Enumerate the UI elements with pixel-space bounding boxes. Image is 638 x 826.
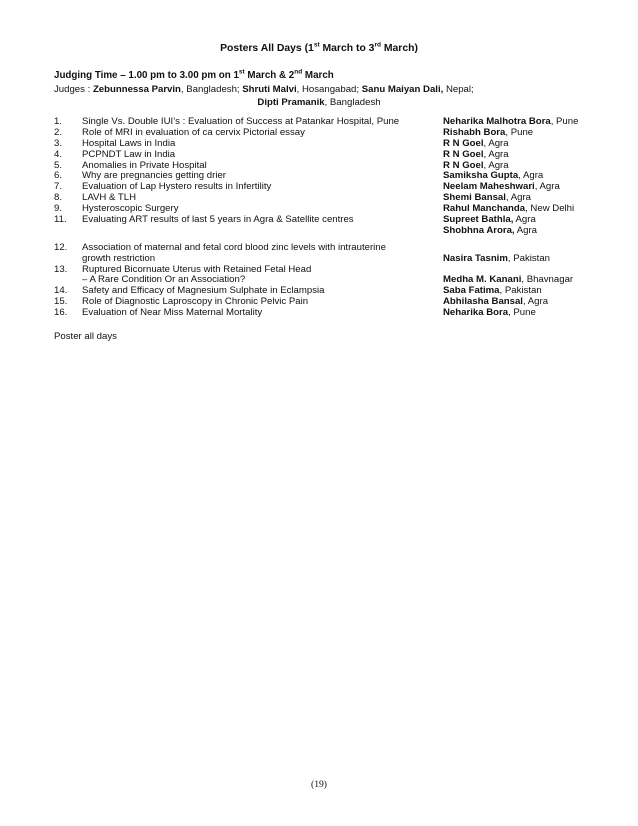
poster-row: 15. Role of Diagnostic Laproscopy in Chronic Pelvic Pain Abhilasha Bansal, Agra [54, 296, 549, 308]
judge-name: Zebunnessa Parvin [92, 84, 181, 95]
judge-name: Shruti Malvi [242, 84, 297, 95]
poster-row: Shobhna Arora, Agra [443, 224, 538, 236]
judge-name: Sanu Maiyan Dali, [361, 84, 444, 95]
poster-row: 5. Anomalies in Private Hospital R N Goel, Agra [54, 159, 509, 171]
poster-row: 16. Evaluation of Near Miss Maternal Mortality Neharika Bora, Pune [54, 307, 536, 319]
page-title: Posters All Days (1st March to 3rd March) [220, 41, 418, 54]
poster-row: 8. LAVH & TLH Shemi Bansal, Agra [54, 192, 531, 204]
footer-note: Poster all days [54, 331, 117, 342]
poster-list [54, 117, 614, 319]
poster-row: 11. Evaluating ART results of last 5 years in Agra & Satellite centres Supreet Bathla, Agra [54, 214, 536, 226]
page-number: (19) [311, 779, 327, 790]
judges-label: Judges : [54, 84, 93, 95]
poster-row: 4. PCPNDT Law in India R N Goel, Agra [54, 148, 509, 160]
poster-row: – A Rare Condition Or an Association? Medha M. Kanani, Bhavnagar [82, 274, 574, 286]
poster-row: 12. Association of maternal and fetal cord blood zinc levels with intrauterine [54, 241, 386, 253]
judges-line-2: Dipti Pramanik, Bangladesh [257, 97, 381, 108]
poster-row: 9. Hysteroscopic Surgery Rahul Manchanda, New Delhi [54, 203, 575, 215]
poster-row: growth restriction Nasira Tasnim, Pakistan [82, 252, 551, 264]
judges-line: Judges : Zebunnessa Parvin, Bangladesh; Shruti Malvi, Hosangabad; Sanu Maiyan Dali, Nepal; [54, 84, 474, 95]
judge-name: Dipti Pramanik [257, 97, 325, 108]
poster-row: 14. Safety and Efficacy of Magnesium Sulphate in Eclampsia Saba Fatima, Pakistan [54, 285, 542, 297]
poster-row: 7. Evaluation of Lap Hystero results in Infertility Neelam Maheshwari, Agra [54, 181, 560, 193]
judging-time: Judging Time – 1.00 pm to 3.00 pm on 1st March & 2nd March [54, 68, 334, 81]
poster-row: 2. Role of MRI in evaluation of ca cervix Pictorial essay Rishabh Bora, Pune [54, 126, 534, 138]
poster-row: 6. Why are pregnancies getting drier Samiksha Gupta, Agra [54, 170, 544, 182]
poster-row: 1. Single Vs. Double IUI’s : Evaluation of Success at Patankar Hospital, Pune Neharika Malhotra Bora, Pune [54, 116, 579, 127]
poster-row: 3. Hospital Laws in India R N Goel, Agra [54, 137, 509, 149]
poster-row: 13. Ruptured Bicornuate Uterus with Retained Fetal Head [54, 263, 312, 275]
